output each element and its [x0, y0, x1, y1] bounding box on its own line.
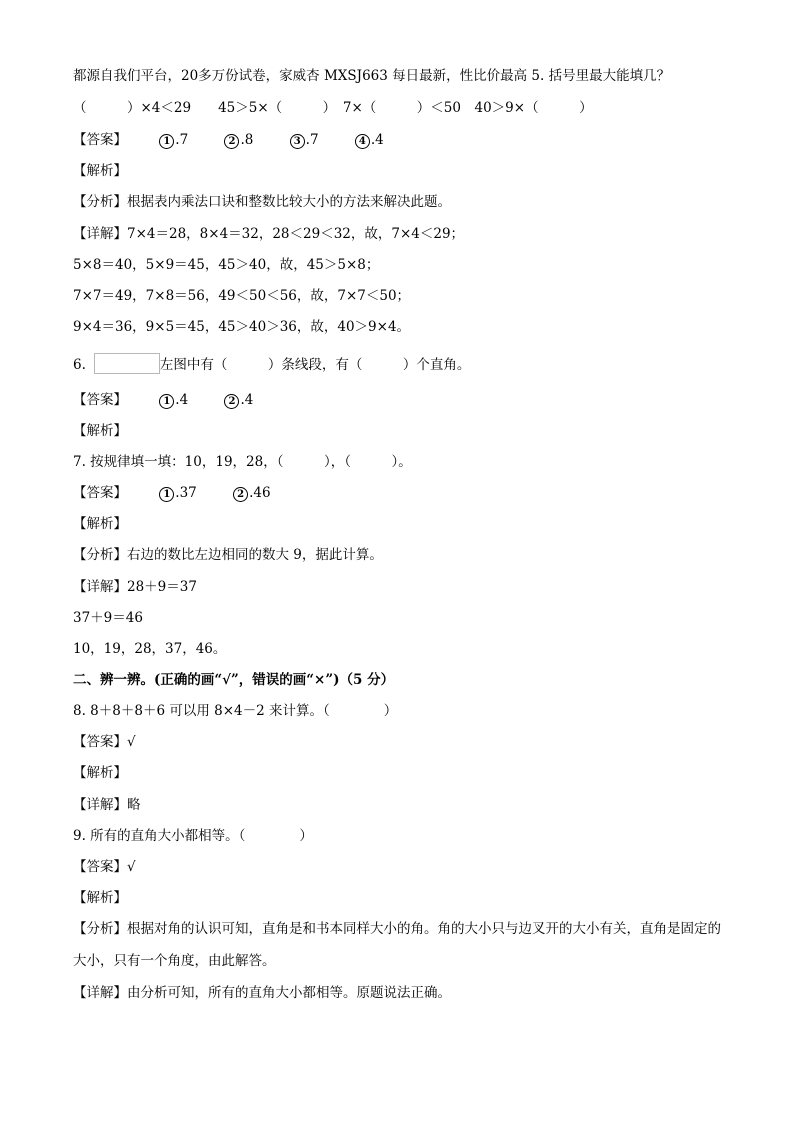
q5-answer-line: [73, 130, 733, 150]
q7-question: 7. 按规律填一填：10，19，28，（ ），（ ）。: [73, 454, 412, 470]
answer-tag: 【答案】: [73, 392, 127, 408]
q6-question: [73, 353, 733, 375]
q5-fenxi: 【分析】根据表内乘法口诀和整数比较大小的方法来解决此题。: [73, 194, 451, 210]
q7-fenxi: 【分析】右边的数比左边相同的数大 9，据此计算。: [73, 547, 383, 563]
q5-xiangjie-1: 【详解】7×4＝28，8×4＝32，28＜29＜32，故，7×4＜29；: [73, 226, 465, 242]
circled-number: 2: [224, 394, 239, 409]
q6-text: 左图中有（ ）条线段，有（ ）个直角。: [159, 357, 471, 373]
circled-number: 4: [355, 134, 370, 149]
q5-answer-4: 4 .4: [355, 130, 384, 150]
q8-xiangjie: 【详解】略: [73, 797, 141, 813]
circled-number: 1: [159, 487, 174, 502]
answer-tag: 【答案】: [73, 485, 127, 501]
circled-number: 3: [290, 134, 305, 149]
q5-jiexi: 【解析】: [73, 163, 127, 179]
q7-answer-1: 1 .37: [159, 483, 196, 503]
answer-tag: 【答案】: [73, 132, 127, 148]
q9-fenxi: 【分析】根据对角的认识可知，直角是和书本同样大小的角。角的大小只与边叉开的大小有关，直角是固定的大小，只有一个角度，由此解答。: [73, 921, 721, 969]
q5-answer-3: 3 .7: [290, 130, 319, 150]
q8-jiexi: 【解析】: [73, 765, 127, 781]
q9-jiexi: 【解析】: [73, 890, 127, 906]
q7-jiexi: 【解析】: [73, 516, 127, 532]
q8-answer: 【答案】√: [73, 734, 136, 750]
q7-xiangjie-3: 10，19，28，37，46。: [73, 641, 227, 657]
q6-answer-line: [73, 390, 733, 410]
q6-jiexi: 【解析】: [73, 423, 127, 439]
q7-xiangjie-2: 37＋9＝46: [73, 610, 143, 626]
q5-answer-1: 1 .7: [159, 130, 188, 150]
q7-answer-2: 2 .46: [233, 483, 270, 503]
q6-number: 6.: [73, 357, 86, 373]
q5-xiangjie-4: 9×4＝36，9×5＝45，45＞40＞36，故，40＞9×4。: [73, 319, 411, 335]
header-line: 都源自我们平台，20多万份试卷，家威杏 MXSJ663 每日最新，性比价最高 5. 括号里最大能填几？: [73, 68, 671, 84]
q7-xiangjie-1: 【详解】28＋9＝37: [73, 579, 197, 595]
q6-answer-2: 2 .4: [224, 390, 253, 410]
q5-xiangjie-2: 5×8＝40，5×9＝45，45＞40，故，45＞5×8；: [73, 257, 380, 273]
q5-blanks-line: （ ）×4＜29 45＞5×（ ） 7×（ ）＜50 40＞9×（ ）: [73, 100, 593, 116]
q9-xiangjie: 【详解】由分析可知，所有的直角大小都相等。原题说法正确。: [73, 985, 451, 1001]
q8-question: 8. 8＋8＋8＋6 可以用 8×4－2 来计算。（ ）: [73, 703, 398, 719]
q7-answer-line: [73, 483, 733, 503]
circled-number: 2: [233, 487, 248, 502]
q9-question: 9. 所有的直角大小都相等。（ ）: [73, 828, 313, 844]
q5-answer-2: 2 .8: [224, 130, 253, 150]
q9-answer: 【答案】√: [73, 859, 136, 875]
circled-number: 2: [224, 134, 239, 149]
section-2-title: 二、辨一辨。(正确的画“√”，错误的画“×”)（5 分）: [73, 672, 395, 688]
circled-number: 1: [159, 394, 174, 409]
q6-figure-rectangle: [94, 353, 160, 374]
q6-answer-1: 1 .4: [159, 390, 188, 410]
circled-number: 1: [159, 134, 174, 149]
q5-xiangjie-3: 7×7＝49，7×8＝56，49＜50＜56，故，7×7＜50；: [73, 288, 411, 304]
